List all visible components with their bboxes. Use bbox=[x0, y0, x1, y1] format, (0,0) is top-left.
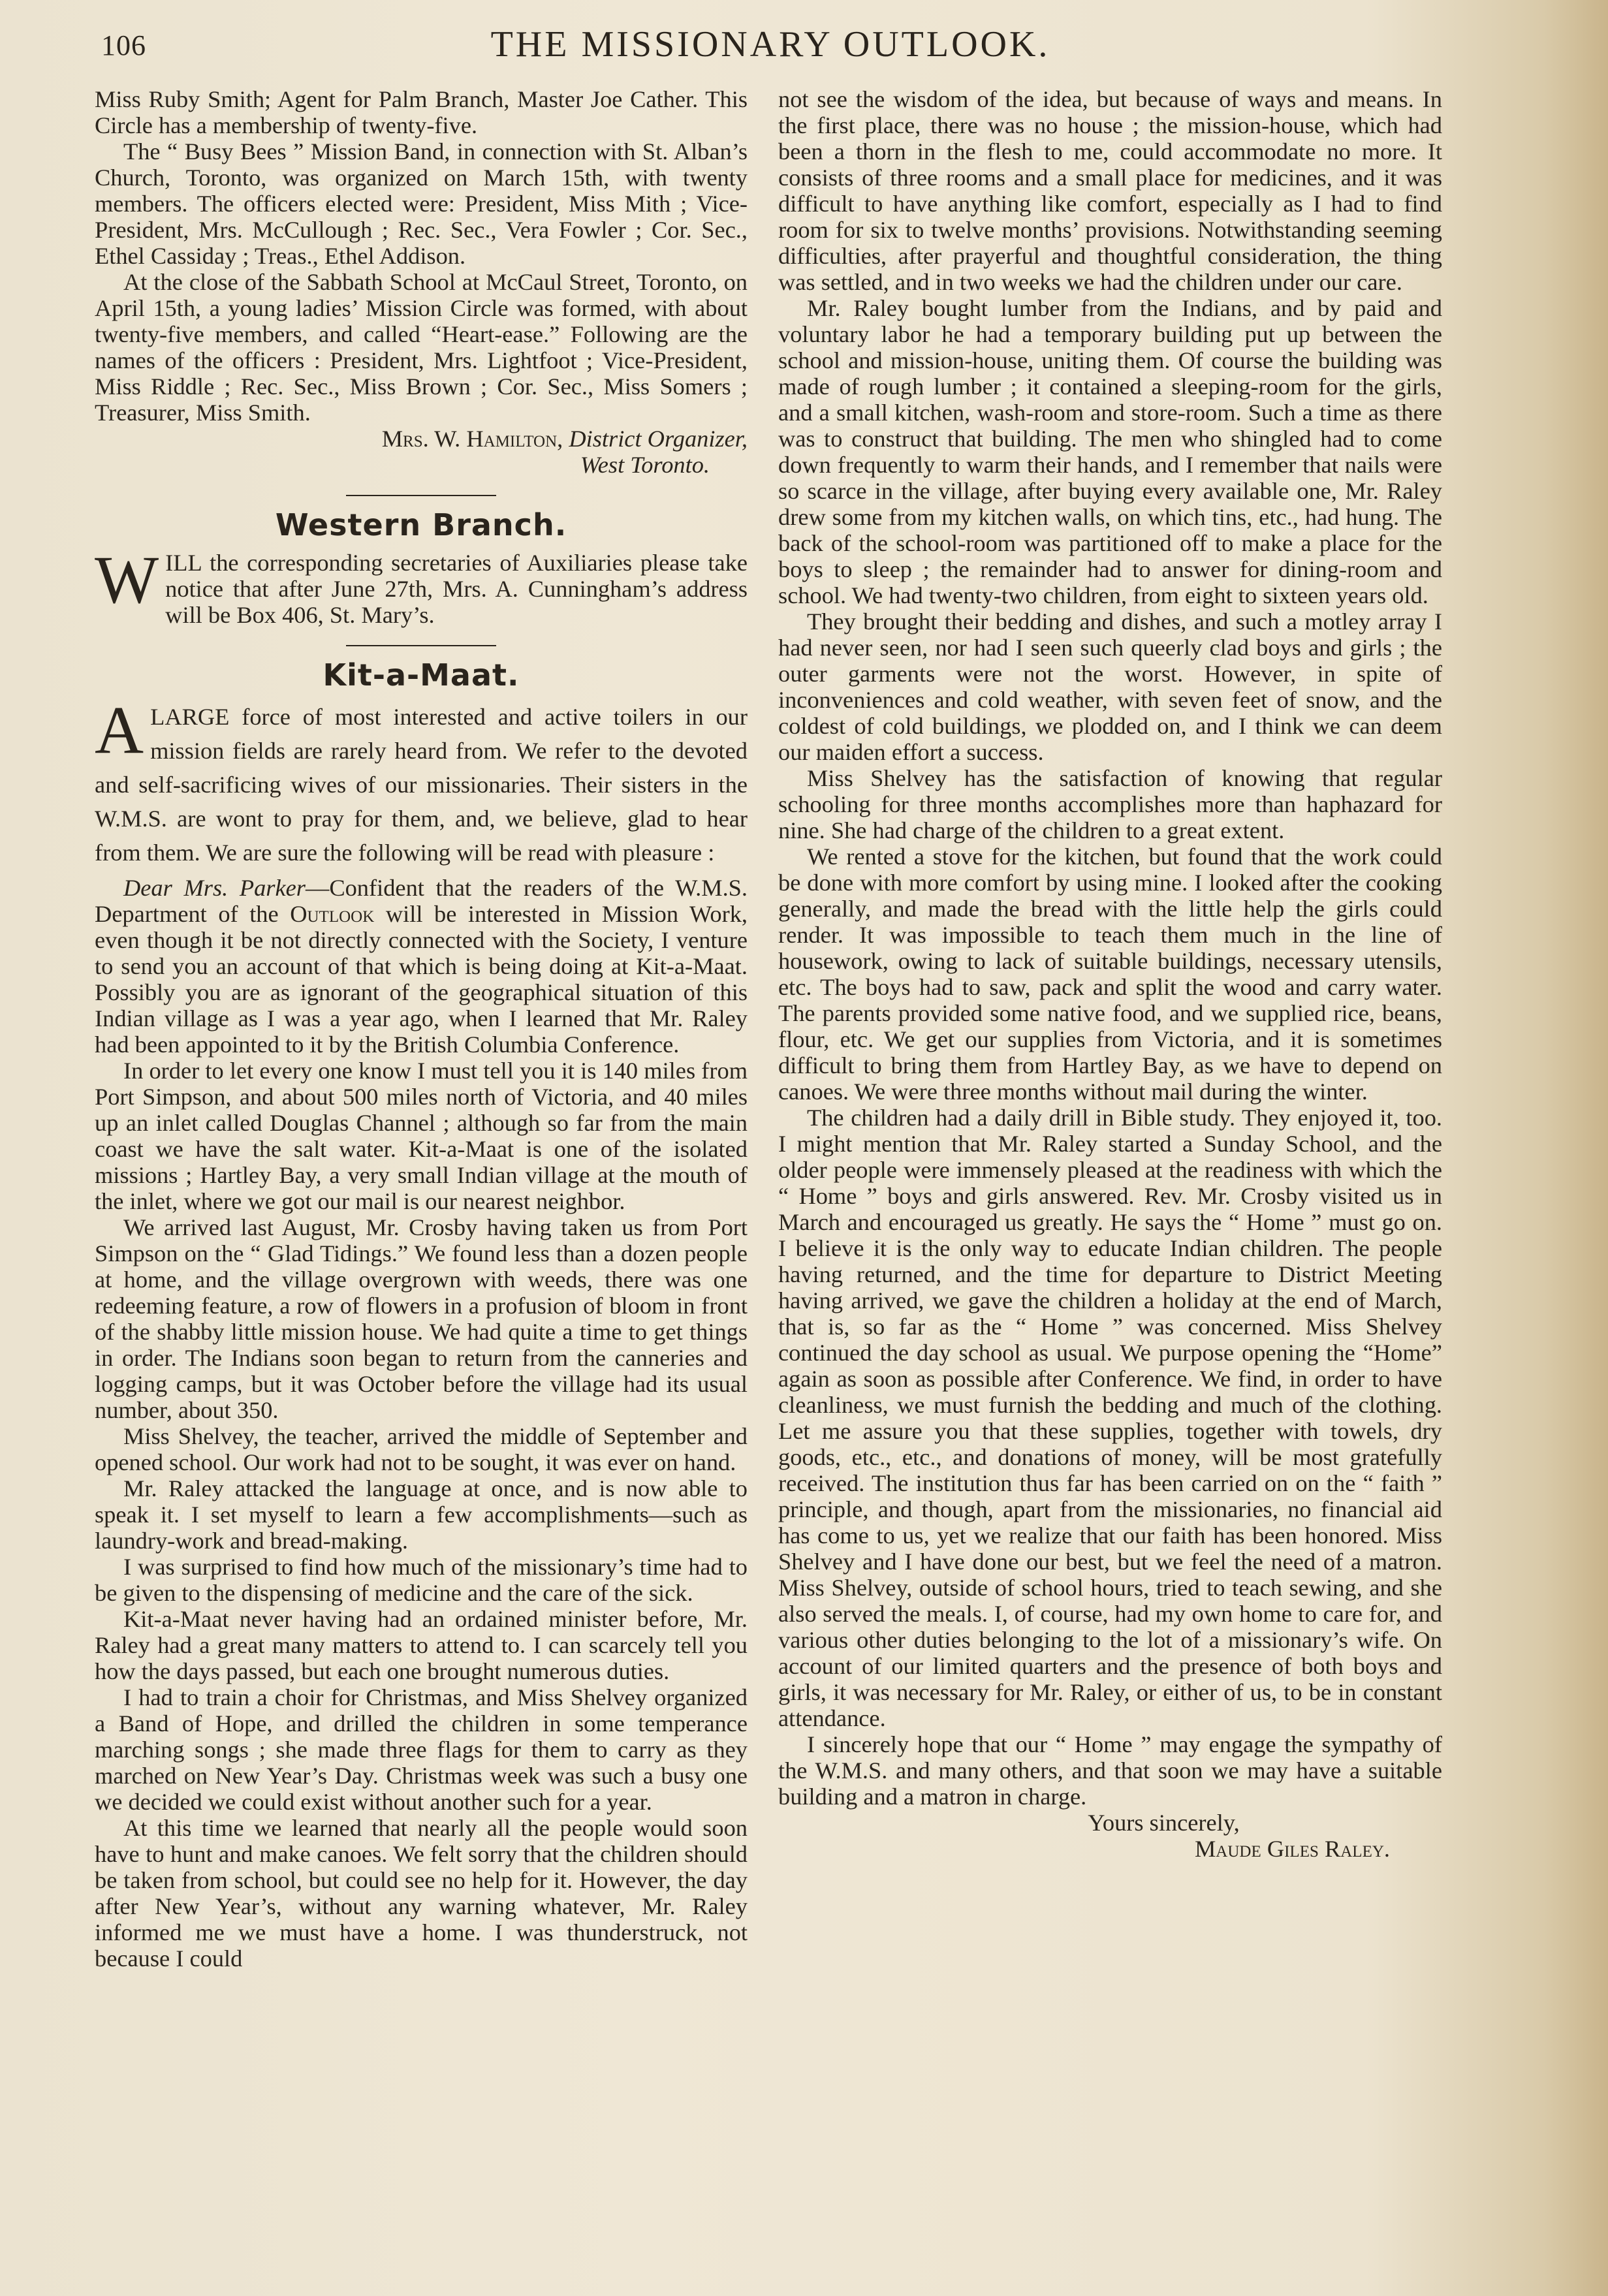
letter-closing: Yours sincerely, bbox=[1088, 1810, 1240, 1836]
kit-a-maat-intro bbox=[95, 693, 748, 870]
paragraph: I had to train a choir for Christmas, and Miss Shelvey organized a Band of Hope, and drilled the children in some temperance marching songs ; she made three flags for them to carry as they marched on New Year’s Day. Christmas week was such a busy one we decided we could exist without another such for a year. bbox=[95, 1684, 748, 1815]
paragraph: At this time we learned that nearly all the people would soon have to hunt and make canoes. We felt sorry that the children should be taken from school, but could see no help for it. However, the day after New Year’s, without any warning whatever, Mr. Raley informed me we must have a home. I was thunderstruck, not because I could bbox=[95, 1815, 748, 1972]
paragraph: I was surprised to find how much of the missionary’s time had to be given to the dispensing of medicine and the care of the sick. bbox=[95, 1554, 748, 1606]
running-head: THE MISSIONARY OUTLOOK. bbox=[490, 24, 1050, 65]
letter-signature: Maude Giles Raley. bbox=[1194, 1836, 1390, 1862]
drop-cap: A bbox=[95, 693, 144, 768]
organizer-signature bbox=[95, 426, 748, 452]
paragraph: not see the wisdom of the idea, but because of ways and means. In the first place, there was no house ; the mission-house, which had been a thorn in the flesh to me, could accommodate no more. It consists of three rooms and a small place for medicines, and it was difficult to have anything like comfort, especially as I had to find room for six to twelve months’ provisions. Notwithstanding seeming difficulties, after prayerful and thoughtful consideration, the thing was settled, and in two weeks we had the children under our care. bbox=[778, 86, 1442, 295]
paragraph: I sincerely hope that our “ Home ” may engage the sympathy of the W.M.S. and many others, and that soon we may have a suitable building and a matron in charge. bbox=[778, 1731, 1442, 1810]
paragraph: Kit-a-Maat never having had an ordained minister before, Mr. Raley had a great many matters to attend to. I can scarcely tell you how the days passed, but each one brought numerous duties. bbox=[95, 1606, 748, 1684]
organizer-place: West Toronto. bbox=[580, 452, 710, 478]
right-column bbox=[778, 86, 1442, 1862]
letter-text: will be interested in Mission Work, even though it be not directly connected with the Society, I venture to send you an account of that which is being doing at Kit-a-Maat. Possibly you are as ignorant of the geographical situation of this Indian village as I was a year ago, when I learned that Mr. Raley had been appointed to it by the British Columbia Conference. bbox=[95, 901, 748, 1058]
organizer-name: Mrs. W. Hamilton, bbox=[381, 426, 563, 452]
paragraph: Miss Ruby Smith; Agent for Palm Branch, Master Joe Cather. This Circle has a membership of twenty-five. bbox=[95, 86, 748, 138]
section-divider bbox=[346, 645, 496, 646]
left-column bbox=[95, 86, 748, 1972]
page-number: 106 bbox=[101, 29, 146, 61]
letter-salutation: Dear Mrs. Parker bbox=[123, 875, 306, 901]
outlook-name: Outlook bbox=[290, 901, 375, 927]
letter-opening bbox=[95, 875, 748, 1058]
section-heading-kit-a-maat: Kit-a-Maat. bbox=[323, 657, 520, 693]
paragraph: Miss Shelvey has the satisfaction of knowing that regular schooling for three months accomplishes more than haphazard for nine. She had charge of the children to a great extent. bbox=[778, 765, 1442, 843]
letter-text: —Confident that the readers of the W.M.S. Department of the bbox=[95, 875, 748, 927]
paragraph: In order to let every one know I must tell you it is 140 miles from Port Simpson, and about 500 miles north of Victoria, and 40 miles up an inlet called Douglas Channel ; although so far from the main coast we have the salt water. Kit-a-Maat is one of the isolated missions ; Hartley Bay, a very small Indian village at the mouth of the inlet, where we got our mail is our nearest neighbor. bbox=[95, 1058, 748, 1214]
paragraph: At the close of the Sabbath School at McCaul Street, Toronto, on April 15th, a young ladies’ Mission Circle was formed, with about twenty-five members, and called “Heart-ease.” Following are the names of the officers : President, Mrs. Lightfoot ; Vice-President, Miss Riddle ; Rec. Sec., Miss Brown ; Cor. Sec., Miss Somers ; Treasurer, Miss Smith. bbox=[95, 269, 748, 426]
paragraph: We arrived last August, Mr. Crosby having taken us from Port Simpson on the “ Glad Tidings.” We found less than a dozen people at home, and the village overgrown with weeds, there was one redeeming feature, a row of flowers in a profusion of bloom in front of the shabby little mission house. We had quite a time to get things in order. The Indians soon began to return from the canneries and logging camps, but it was October before the village had its usual number, about 350. bbox=[95, 1214, 748, 1423]
page-header bbox=[101, 12, 1440, 64]
western-branch-text: ILL the corresponding secretaries of Auxiliaries please take notice that after June 27th, Mrs. A. Cunningham’s address will be Box 406, St. Mary’s. bbox=[165, 550, 748, 628]
paragraph: Miss Shelvey, the teacher, arrived the middle of September and opened school. Our work had not to be sought, it was ever on hand. bbox=[95, 1423, 748, 1475]
intro-text: force of most interested and active toilers in our mission fields are rarely heard from. We refer to the devoted and self-sacrificing wives of our missionaries. Their sisters in the W.M.S. are wont to pray for them, and, we believe, glad to hear from them. We are sure the following will be read with pleasure : bbox=[95, 704, 748, 866]
organizer-role: District Organizer, bbox=[569, 426, 748, 452]
western-branch-notice bbox=[95, 543, 748, 628]
paragraph: They brought their bedding and dishes, and such a motley array I had never seen, nor had I seen such queerly clad boys and girls ; the outer garments were not the worst. However, in spite of inconveniences and cold weather, with seven feet of snow, and the coldest of cold buildings, we plodded on, and I think we can deem our maiden effort a success. bbox=[778, 608, 1442, 765]
lead-caps: LARGE bbox=[150, 704, 230, 730]
drop-cap: W bbox=[95, 543, 159, 618]
paragraph: We rented a stove for the kitchen, but found that the work could be done with more comfort by using mine. I looked after the cooking generally, and made the bread with the little help the girls could render. It was impossible to teach them much in the line of housework, owing to lack of suitable buildings, necessary utensils, etc. The boys had to saw, pack and split the wood and carry water. The parents provided some native food, and we supplied rice, beans, flour, etc. We get our supplies from Victoria, and it is sometimes difficult to bring them from Hartley Bay, as we have to depend on canoes. We were three months without mail during the winter. bbox=[778, 843, 1442, 1105]
paragraph: The “ Busy Bees ” Mission Band, in connection with St. Alban’s Church, Toronto, was organized on March 15th, with twenty members. The officers elected were: President, Miss Mith ; Vice-President, Mrs. McCullough ; Rec. Sec., Vera Fowler ; Cor. Sec., Ethel Cassiday ; Treas., Ethel Addison. bbox=[95, 138, 748, 269]
paragraph: The children had a daily drill in Bible study. They enjoyed it, too. I might mention that Mr. Raley started a Sunday School, and the older people were immensely pleased at the readiness with which the “ Home ” boys and girls answered. Rev. Mr. Crosby visited us in March and encouraged us greatly. He says the “ Home ” must go on. I believe it is the only way to educate Indian children. The people having returned, and the time for departure to District Meeting having arrived, we gave the children a holiday at the end of March, that is, so far as the “ Home ” was concerned. Miss Shelvey continued the day school as usual. We purpose opening the “Home” again as soon as possible after Conference. We find, in order to have cleanliness, we must furnish the bedding and much of the clothing. Let me assure you that these supplies, together with towels, dry goods, etc., etc., and donations of money, will be most gratefully received. The institution thus far has been carried on on the “ faith ” principle, and though, apart from the missionaries, no financial aid has come to us, yet we realize that our faith has been honored. Miss Shelvey and I have done our best, but we feel the need of a matron. Miss Shelvey, outside of school hours, tried to teach sewing, and she also served the meals. I, of course, had my own home to care for, and various other duties belonging to the lot of a missionary’s wife. On account of our limited quarters and the presence of both boys and girls, it was necessary for Mr. Raley, or either of us, to be in constant attendance. bbox=[778, 1105, 1442, 1731]
paragraph: Mr. Raley bought lumber from the Indians, and by paid and voluntary labor he had a temporary building put up between the school and mission-house, uniting them. Of course the building was made of rough lumber ; it contained a sleeping-room for the girls, and a small kitchen, wash-room and store-room. Such a time as there was to construct that building. The men who shingled had to come down frequently to warm their hands, and I remember that nails were so scarce in the village, after buying every available one, Mr. Raley drew some from my kitchen walls, on which tins, etc., had hung. The back of the school-room was partitioned off to make a place for the boys to sleep ; the remainder had to answer for dining-room and school. We had twenty-two children, from eight to sixteen years old. bbox=[778, 295, 1442, 608]
section-divider bbox=[346, 495, 496, 496]
section-heading-western-branch: Western Branch. bbox=[275, 507, 567, 543]
paragraph: Mr. Raley attacked the language at once, and is now able to speak it. I set myself to learn a few accomplishments—such as laundry-work and bread-making. bbox=[95, 1475, 748, 1554]
